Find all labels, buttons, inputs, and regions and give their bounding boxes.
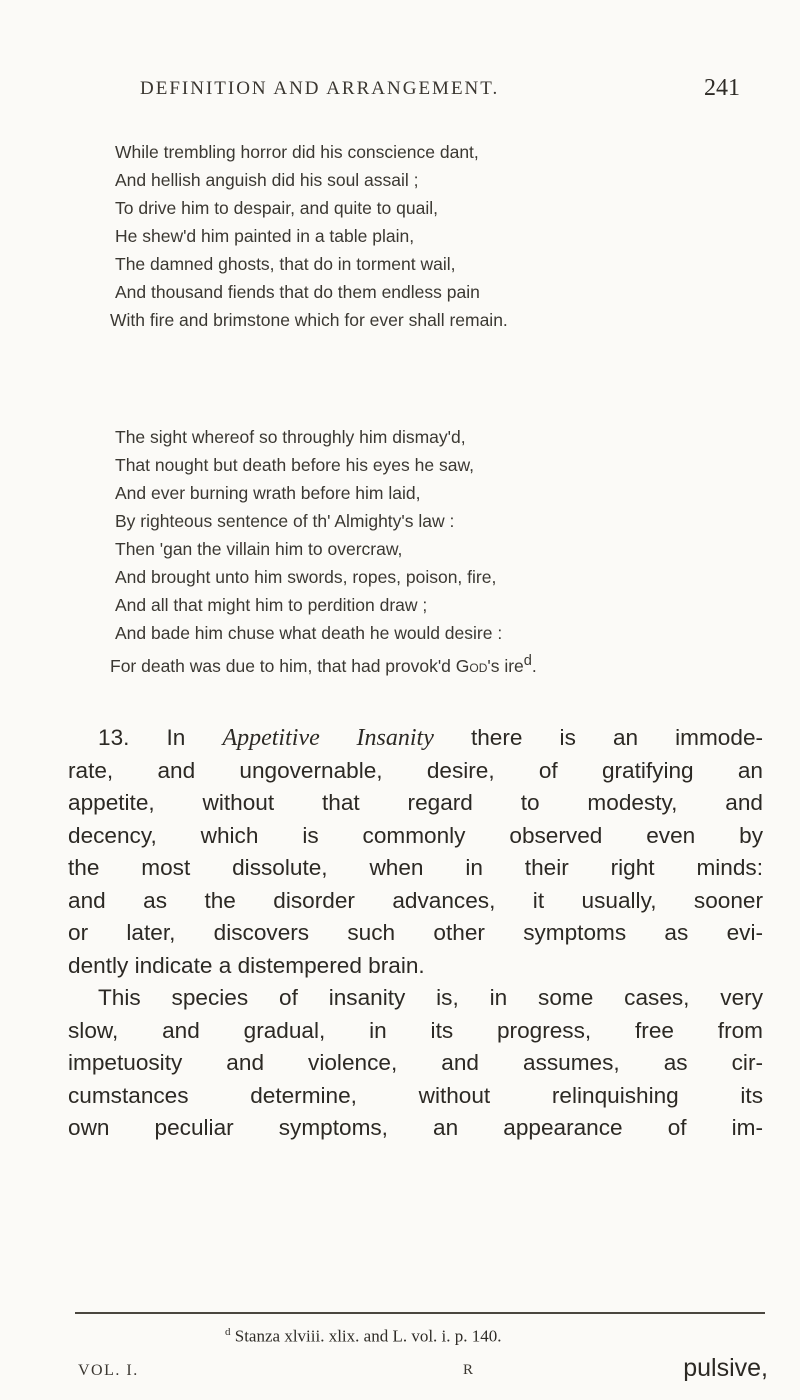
verse-line: By righteous sentence of th' Almighty's law : [115,511,455,531]
footnote-divider [75,1312,765,1314]
page-number: 241 [704,75,740,101]
prose-line: rate, and ungovernable, desire, of gratifying an [68,757,763,783]
prose-body [68,722,763,1145]
verse-line: Then 'gan the villain him to overcraw, [115,539,403,559]
verse-line: He shew'd him painted in a table plain, [115,226,415,246]
signature-line [78,1354,768,1390]
prose-line: dently indicate a distempered brain. [68,952,425,978]
prose-line: own peculiar symptoms, an appearance of im- [68,1115,763,1140]
defined-term: Appetitive Insanity [222,725,434,751]
prose-text: In [166,725,186,750]
verse-line: And thousand fiends that do them endless pain [115,282,480,302]
footnote [225,1326,502,1347]
signature-mark: R [463,1362,474,1378]
prose-text: there is an immode- [470,725,764,750]
verse-stanza-1 [110,138,775,334]
volume-mark: VOL. I. [78,1362,139,1379]
section-number: 13. [98,725,130,750]
prose-line: impetuosity and violence, and assumes, as cir- [68,1050,763,1075]
verse-line: That nought but death before his eyes he saw, [115,455,474,475]
prose-line: or later, discovers such other symptoms as evi- [68,920,763,945]
verse-line-alexandrine [110,647,775,675]
running-head [140,75,780,112]
prose-line: the most dissolute, when in their right minds: [68,855,763,880]
prose-line: and as the disorder advances, it usually, sooner [68,887,763,913]
verse-line: And bade him chuse what death he would desire : [115,623,503,643]
verse-line: And brought unto him swords, ropes, poison, fire, [115,567,497,587]
paragraph-13-first-line [68,722,763,755]
verse-stanza-2 [110,423,775,676]
verse-text: 's ire [487,655,524,676]
verse-line: The sight whereof so throughly him dismay'd, [115,427,466,447]
catchword: pulsive, [683,1354,768,1382]
verse-text: For death was due to him, that had provok'd [110,655,456,676]
verse-line: While trembling horror did his conscience dant, [115,142,479,162]
running-title: DEFINITION AND ARRANGEMENT. [140,78,500,99]
footnote-text: Stanza xlviii. xlix. and L. vol. i. p. 140. [234,1326,502,1346]
prose-line: This species of insanity is, in some cases, very [98,985,763,1010]
prose-line: appetite, without that regard to modesty, and [68,790,763,815]
footnote-reference: d [523,653,532,669]
prose-line: cumstances determine, without relinquishing its [68,1082,763,1108]
prose-line: decency, which is commonly observed even by [68,822,763,848]
verse-line: The damned ghosts, that do in torment wail, [115,254,456,274]
prose-line: slow, and gradual, in its progress, free from [68,1017,763,1043]
verse-line: And ever burning wrath before him laid, [115,483,421,503]
footnote-marker: d [225,1326,231,1338]
verse-god-small-caps: God [455,655,488,676]
verse-line: And all that might him to perdition draw ; [115,595,428,615]
verse-line: To drive him to despair, and quite to quail, [115,198,438,218]
verse-line: And hellish anguish did his soul assail ; [115,170,419,190]
verse-text: . [531,655,537,676]
verse-line-alexandrine: With fire and brimstone which for ever shall remain. [110,310,508,330]
